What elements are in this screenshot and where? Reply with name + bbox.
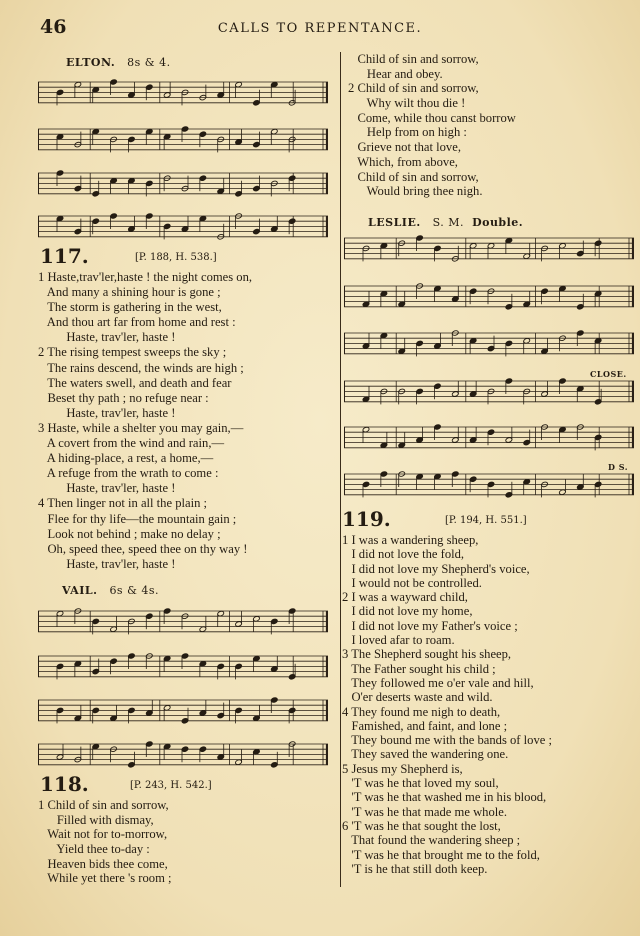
tune-extra: Double. <box>472 216 524 229</box>
hymn-line: O'er deserts waste and wild. <box>342 690 493 705</box>
hymn-reference: [P. 194, H. 551.] <box>445 515 527 526</box>
hymn-119-text <box>342 533 552 876</box>
hymn-line: I did not love my home, <box>342 604 473 619</box>
tune-name: VAIL. <box>62 584 98 597</box>
hymn-line: Child of sin and sorrow, <box>348 169 479 184</box>
hymn-line: 4 Then linger not in all the plain ; <box>38 496 208 511</box>
close-mark: CLOSE. <box>590 369 627 379</box>
music-staff <box>344 327 634 361</box>
hymn-line: The rains descend, the winds are high ; <box>38 360 244 375</box>
hymn-line: Help from on high : <box>348 125 467 140</box>
hymn-line: Filled with dismay, <box>38 812 154 827</box>
hymn-reference: [P. 188, H. 538.] <box>135 252 217 263</box>
hymn-line: 'T was he that loved my soul, <box>342 776 499 791</box>
hymn-line: 2 Child of sin and sorrow, <box>348 81 479 96</box>
hymn-line: Wait not for to-morrow, <box>38 827 168 842</box>
hymn-line: And many a shining hour is gone ; <box>38 285 221 300</box>
tune-title-vail <box>62 584 159 597</box>
hymn-117-text <box>38 270 252 572</box>
music-staff <box>344 280 634 314</box>
hymn-line: Come, while thou canst borrow <box>348 110 516 125</box>
hymn-line: That found the wandering sheep ; <box>342 833 521 848</box>
hymn-line: Oh, speed thee, speed thee on thy way ! <box>38 541 248 556</box>
music-staff <box>344 421 634 455</box>
ds-mark: D S. <box>608 462 628 472</box>
hymn-line: 1 Child of sin and sorrow, <box>38 798 169 812</box>
hymn-line: Grieve not that love, <box>348 140 461 155</box>
tune-meter: 8s & 4. <box>127 56 171 69</box>
tune-name: LESLIE. <box>368 216 421 229</box>
music-staff <box>38 210 328 244</box>
hymn-line: 'T was he that washed me in his blood, <box>342 790 547 805</box>
hymn-line: While yet there 's room ; <box>38 871 172 886</box>
hymn-line: 3 The Shepherd sought his sheep, <box>342 647 512 662</box>
hymn-line: Famished, and faint, and lone ; <box>342 718 508 733</box>
column-divider <box>340 52 341 887</box>
hymn-line: The waters swell, and death and fear <box>38 375 232 390</box>
hymn-line: They followed me o'er vale and hill, <box>342 675 534 690</box>
hymn-line: I loved afar to roam. <box>342 633 455 648</box>
hymn-line: Why wilt thou die ! <box>348 96 466 111</box>
music-staff <box>38 605 328 639</box>
music-staff <box>344 375 634 409</box>
hymn-number: 119. <box>342 507 391 531</box>
hymn-line: 4 They found me nigh to death, <box>342 704 501 719</box>
hymn-number: 117. <box>40 244 89 268</box>
hymn-line: 6 'T was he that sought the lost, <box>342 818 501 833</box>
hymn-line: 1 Haste,trav'ler,haste ! the night comes on, <box>38 270 253 284</box>
hymn-line: I did not love my Father's voice ; <box>342 618 518 633</box>
music-staff <box>344 468 634 502</box>
hymn-line: A refuge from the wrath to come : <box>38 466 219 481</box>
hymn-line: 3 Haste, while a shelter you may gain,— <box>38 420 244 435</box>
tune-title-elton <box>66 56 171 69</box>
hymn-118-text <box>38 798 172 886</box>
hymn-line: The Father sought his child ; <box>342 661 496 676</box>
music-staff <box>38 167 328 201</box>
hymn-line: And thou art far from home and rest : <box>38 315 236 330</box>
page-number: 46 <box>40 16 67 38</box>
hymn-line: 1 I was a wandering sheep, <box>342 533 479 547</box>
music-staff <box>344 232 634 266</box>
hymn-line: 2 I was a wayward child, <box>342 590 468 605</box>
hymn-line: Haste, trav'ler, haste ! <box>38 481 176 496</box>
hymn-line: 'T was he that brought me to the fold, <box>342 847 540 862</box>
running-title: CALLS TO REPENTANCE. <box>217 21 423 36</box>
hymn-line: They bound me with the bands of love ; <box>342 733 552 748</box>
hymn-line: 'T is he that still doth keep. <box>342 861 488 876</box>
hymn-line: I did not love my Shepherd's voice, <box>342 561 530 576</box>
hymn-line: Yield thee to-day : <box>38 842 150 857</box>
hymn-line: 2 The rising tempest sweeps the sky ; <box>38 345 227 360</box>
music-staff <box>38 76 328 110</box>
hymn-line: Hear and obey. <box>348 66 443 81</box>
hymn-line: A hiding-place, a rest, a home,— <box>38 451 214 466</box>
music-staff <box>38 650 328 684</box>
hymn-line: Look not behind ; make no delay ; <box>38 526 221 541</box>
tune-title-leslie <box>368 216 523 229</box>
hymn-line: Flee for thy life—the mountain gain ; <box>38 511 237 526</box>
hymn-line: The storm is gathering in the west, <box>38 300 222 315</box>
hymn-line: They saved the wandering one. <box>342 747 509 762</box>
tune-name: ELTON. <box>66 56 116 69</box>
hymn-118-continued-text <box>348 52 516 199</box>
hymn-reference: [P. 243, H. 542.] <box>130 780 212 791</box>
hymn-line: Which, from above, <box>348 154 458 169</box>
music-staff <box>38 694 328 728</box>
hymn-line: A covert from the wind and rain,— <box>38 436 225 451</box>
hymn-line: 5 Jesus my Shepherd is, <box>342 761 463 776</box>
hymn-line: Haste, trav'ler, haste ! <box>38 556 176 571</box>
hymn-number: 118. <box>40 772 89 796</box>
hymn-line: Heaven bids thee come, <box>38 856 168 871</box>
music-staff <box>38 123 328 157</box>
tune-meter: 6s & 4s. <box>109 584 160 597</box>
tune-meter: S. M. <box>432 216 465 229</box>
hymn-line: 'T was he that made me whole. <box>342 804 508 819</box>
hymn-line: I would not be controlled. <box>342 575 482 590</box>
music-staff <box>38 738 328 772</box>
hymn-line: Haste, trav'ler, haste ! <box>38 330 176 345</box>
hymn-line: Haste, trav'ler, haste ! <box>38 405 176 420</box>
hymn-line: Child of sin and sorrow, <box>348 52 479 66</box>
hymn-line: Would bring thee nigh. <box>348 184 483 199</box>
hymn-line: Beset thy path ; no refuge near : <box>38 390 209 405</box>
hymn-line: I did not love the fold, <box>342 547 465 562</box>
